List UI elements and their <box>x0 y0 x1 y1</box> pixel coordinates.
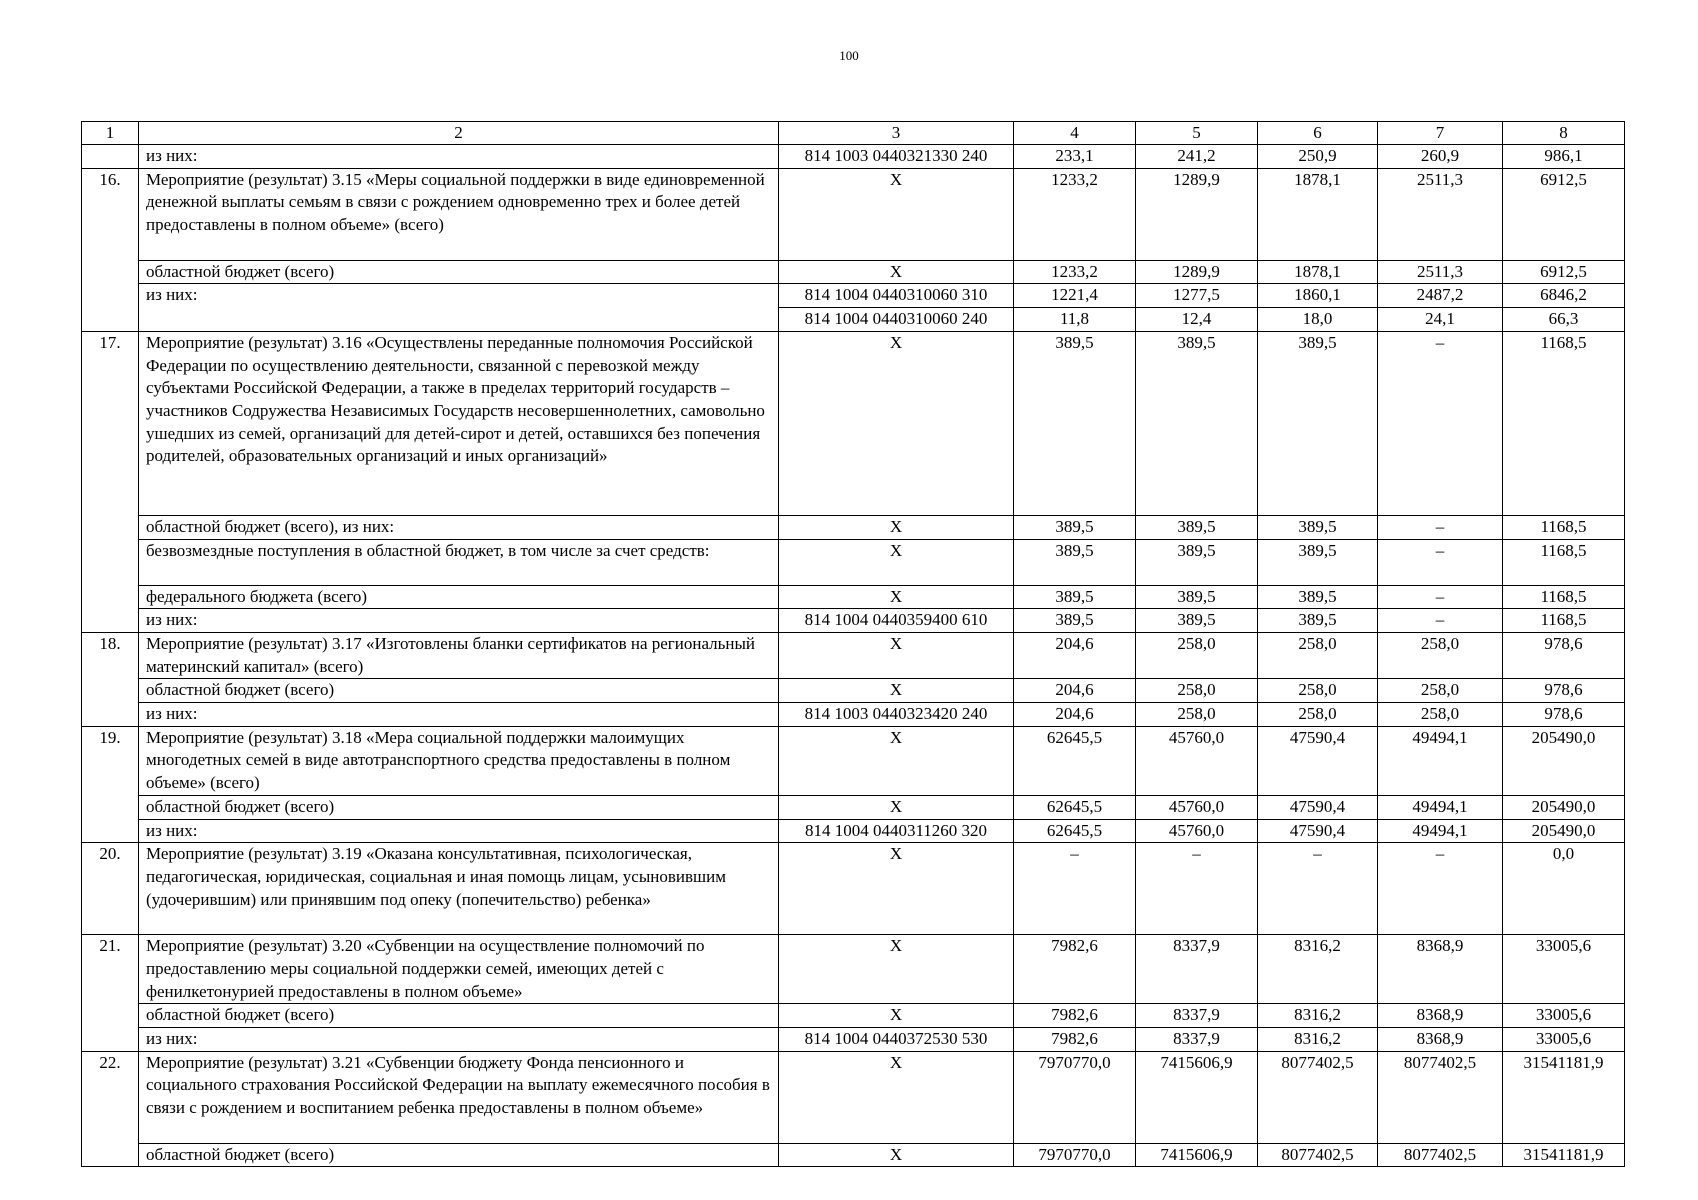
row-number-cell <box>82 145 139 169</box>
description-cell: Мероприятие (результат) 3.19 «Оказана консультативная, психологическая, педагогическая, юридическая, социальная и иная помощь лицам, усыновившим (удочерившим) или принявшим под опеку (попечительство) ребенка» <box>139 843 779 935</box>
value-cell: 258,0 <box>1258 632 1378 678</box>
value-cell: 258,0 <box>1136 703 1258 727</box>
value-cell: 1878,1 <box>1258 260 1378 284</box>
value-cell: 18,0 <box>1258 308 1378 332</box>
budget-table <box>81 121 1625 1167</box>
value-cell: 11,8 <box>1014 308 1136 332</box>
value-cell: 66,3 <box>1503 308 1625 332</box>
value-cell: 8337,9 <box>1136 1028 1258 1052</box>
value-cell: 204,6 <box>1014 679 1136 703</box>
budget-code-cell: 814 1004 0440310060 240 <box>779 308 1014 332</box>
value-cell: 8077402,5 <box>1258 1051 1378 1143</box>
value-cell: 233,1 <box>1014 145 1136 169</box>
value-cell: 7982,6 <box>1014 1004 1136 1028</box>
value-cell: – <box>1258 843 1378 935</box>
value-cell: 986,1 <box>1503 145 1625 169</box>
table-row <box>82 703 1625 727</box>
value-cell: 7970770,0 <box>1014 1051 1136 1143</box>
value-cell: 1233,2 <box>1014 168 1136 260</box>
value-cell: 204,6 <box>1014 632 1136 678</box>
description-cell: из них: <box>139 145 779 169</box>
value-cell: 47590,4 <box>1258 819 1378 843</box>
value-cell: 33005,6 <box>1503 935 1625 1004</box>
value-cell: 8316,2 <box>1258 1028 1378 1052</box>
value-cell: 62645,5 <box>1014 819 1136 843</box>
description-cell: из них: <box>139 1028 779 1052</box>
value-cell: 1860,1 <box>1258 284 1378 308</box>
value-cell: – <box>1378 585 1503 609</box>
budget-code-cell: 814 1003 0440323420 240 <box>779 703 1014 727</box>
table-row <box>82 1004 1625 1028</box>
table-row <box>82 260 1625 284</box>
value-cell: 1221,4 <box>1014 284 1136 308</box>
row-number-cell: 17. <box>82 331 139 632</box>
value-cell: 8368,9 <box>1378 1004 1503 1028</box>
value-cell: 45760,0 <box>1136 795 1258 819</box>
value-cell: – <box>1014 843 1136 935</box>
value-cell: 7415606,9 <box>1136 1143 1258 1167</box>
value-cell: 49494,1 <box>1378 726 1503 795</box>
description-cell: областной бюджет (всего) <box>139 1004 779 1028</box>
budget-code-cell: X <box>779 632 1014 678</box>
value-cell: 45760,0 <box>1136 819 1258 843</box>
value-cell: 389,5 <box>1136 515 1258 539</box>
value-cell: 6912,5 <box>1503 260 1625 284</box>
header-cell: 1 <box>82 122 139 145</box>
value-cell: 1878,1 <box>1258 168 1378 260</box>
value-cell: 8337,9 <box>1136 1004 1258 1028</box>
description-cell: областной бюджет (всего) <box>139 260 779 284</box>
table-row <box>82 284 1625 308</box>
value-cell: 8077402,5 <box>1258 1143 1378 1167</box>
value-cell: 1168,5 <box>1503 331 1625 515</box>
header-cell: 4 <box>1014 122 1136 145</box>
value-cell: 389,5 <box>1014 609 1136 633</box>
description-cell: областной бюджет (всего) <box>139 679 779 703</box>
description-cell: Мероприятие (результат) 3.20 «Субвенции на осуществление полномочий по предоставлению меры социальной поддержки семей, имеющих детей с фенилкетонурией предоставлены в полном объеме» <box>139 935 779 1004</box>
description-cell: Мероприятие (результат) 3.16 «Осуществлены переданные полномочия Российской Федерации по осуществлению деятельности, связанной с перевозкой между субъектами Российской Федерации, а также в пределах территорий государств – участников Содружества Независимых Государств несовершеннолетних, самовольно ушедших из семей, организаций для детей-сирот и детей, оставшихся без попечения родителей, образовательных организаций и иных организаций» <box>139 331 779 515</box>
value-cell: 389,5 <box>1258 609 1378 633</box>
table-header-row <box>82 122 1625 145</box>
table-row <box>82 168 1625 260</box>
table-row <box>82 331 1625 515</box>
budget-code-cell: X <box>779 1004 1014 1028</box>
budget-code-cell: X <box>779 935 1014 1004</box>
description-cell: Мероприятие (результат) 3.21 «Субвенции бюджету Фонда пенсионного и социального страхования Российской Федерации на выплату ежемесячного пособия в связи с рождением и воспитанием ребенка предоставлены в полном объеме» <box>139 1051 779 1143</box>
budget-code-cell: 814 1004 0440372530 530 <box>779 1028 1014 1052</box>
value-cell: 241,2 <box>1136 145 1258 169</box>
value-cell: 8337,9 <box>1136 935 1258 1004</box>
description-cell: областной бюджет (всего), из них: <box>139 515 779 539</box>
value-cell: 47590,4 <box>1258 795 1378 819</box>
value-cell: 389,5 <box>1258 331 1378 515</box>
budget-code-cell: X <box>779 168 1014 260</box>
description-cell: безвозмездные поступления в областной бюджет, в том числе за счет средств: <box>139 539 779 585</box>
value-cell: 258,0 <box>1378 703 1503 727</box>
value-cell: 205490,0 <box>1503 819 1625 843</box>
value-cell: 1289,9 <box>1136 260 1258 284</box>
value-cell: 1168,5 <box>1503 539 1625 585</box>
budget-code-cell: X <box>779 679 1014 703</box>
value-cell: 389,5 <box>1014 331 1136 515</box>
value-cell: 31541181,9 <box>1503 1143 1625 1167</box>
value-cell: 204,6 <box>1014 703 1136 727</box>
value-cell: 258,0 <box>1136 679 1258 703</box>
value-cell: 1233,2 <box>1014 260 1136 284</box>
value-cell: 978,6 <box>1503 632 1625 678</box>
value-cell: 250,9 <box>1258 145 1378 169</box>
budget-code-cell: X <box>779 585 1014 609</box>
value-cell: 1168,5 <box>1503 585 1625 609</box>
description-cell: федерального бюджета (всего) <box>139 585 779 609</box>
budget-code-cell: X <box>779 331 1014 515</box>
value-cell: 7982,6 <box>1014 935 1136 1004</box>
value-cell: 8368,9 <box>1378 1028 1503 1052</box>
budget-code-cell: X <box>779 795 1014 819</box>
value-cell: 389,5 <box>1136 585 1258 609</box>
description-cell: Мероприятие (результат) 3.18 «Мера социальной поддержки малоимущих многодетных семей в виде автотранспортного средства предоставлены в полном объеме» (всего) <box>139 726 779 795</box>
row-number-cell: 18. <box>82 632 139 726</box>
budget-code-cell: 814 1003 0440321330 240 <box>779 145 1014 169</box>
value-cell: 978,6 <box>1503 679 1625 703</box>
value-cell: 389,5 <box>1258 585 1378 609</box>
budget-code-cell: X <box>779 726 1014 795</box>
value-cell: 389,5 <box>1136 539 1258 585</box>
value-cell: 8316,2 <box>1258 1004 1378 1028</box>
value-cell: 31541181,9 <box>1503 1051 1625 1143</box>
value-cell: 258,0 <box>1258 703 1378 727</box>
value-cell: 205490,0 <box>1503 726 1625 795</box>
value-cell: 258,0 <box>1378 632 1503 678</box>
value-cell: 1289,9 <box>1136 168 1258 260</box>
value-cell: 389,5 <box>1136 331 1258 515</box>
value-cell: 389,5 <box>1014 585 1136 609</box>
table-row <box>82 726 1625 795</box>
table-row <box>82 515 1625 539</box>
table-row <box>82 935 1625 1004</box>
value-cell: 8077402,5 <box>1378 1143 1503 1167</box>
value-cell: – <box>1378 515 1503 539</box>
header-cell: 3 <box>779 122 1014 145</box>
value-cell: 7970770,0 <box>1014 1143 1136 1167</box>
value-cell: 389,5 <box>1136 609 1258 633</box>
description-cell: Мероприятие (результат) 3.15 «Меры социальной поддержки в виде единовременной денежной выплаты семьям в связи с рождением одновременно трех и более детей предоставлены в полном объеме» (всего) <box>139 168 779 260</box>
budget-code-cell: 814 1004 0440311260 320 <box>779 819 1014 843</box>
description-cell: из них: <box>139 284 779 331</box>
table-row <box>82 145 1625 169</box>
description-cell: Мероприятие (результат) 3.17 «Изготовлены бланки сертификатов на региональный материнский капитал» (всего) <box>139 632 779 678</box>
value-cell: 258,0 <box>1378 679 1503 703</box>
value-cell: 62645,5 <box>1014 726 1136 795</box>
value-cell: 49494,1 <box>1378 819 1503 843</box>
header-cell: 7 <box>1378 122 1503 145</box>
table-row <box>82 632 1625 678</box>
value-cell: 1168,5 <box>1503 515 1625 539</box>
value-cell: 7982,6 <box>1014 1028 1136 1052</box>
value-cell: 0,0 <box>1503 843 1625 935</box>
description-cell: областной бюджет (всего) <box>139 795 779 819</box>
value-cell: 978,6 <box>1503 703 1625 727</box>
value-cell: 1168,5 <box>1503 609 1625 633</box>
value-cell: 62645,5 <box>1014 795 1136 819</box>
table-row <box>82 1143 1625 1167</box>
value-cell: 8316,2 <box>1258 935 1378 1004</box>
row-number-cell: 21. <box>82 935 139 1052</box>
budget-code-cell: 814 1004 0440359400 610 <box>779 609 1014 633</box>
table-row <box>82 1028 1625 1052</box>
row-number-cell: 16. <box>82 168 139 331</box>
description-cell: из них: <box>139 609 779 633</box>
value-cell: 8368,9 <box>1378 935 1503 1004</box>
value-cell: – <box>1378 331 1503 515</box>
table-row <box>82 795 1625 819</box>
budget-code-cell: X <box>779 515 1014 539</box>
budget-code-cell: X <box>779 1143 1014 1167</box>
value-cell: 1277,5 <box>1136 284 1258 308</box>
table-row <box>82 585 1625 609</box>
table-row <box>82 539 1625 585</box>
value-cell: 260,9 <box>1378 145 1503 169</box>
description-cell: из них: <box>139 819 779 843</box>
value-cell: 2511,3 <box>1378 260 1503 284</box>
table-row <box>82 679 1625 703</box>
value-cell: 389,5 <box>1258 515 1378 539</box>
value-cell: – <box>1378 843 1503 935</box>
value-cell: 24,1 <box>1378 308 1503 332</box>
value-cell: 45760,0 <box>1136 726 1258 795</box>
value-cell: 258,0 <box>1136 632 1258 678</box>
value-cell: 33005,6 <box>1503 1004 1625 1028</box>
row-number-cell: 22. <box>82 1051 139 1167</box>
value-cell: 47590,4 <box>1258 726 1378 795</box>
table-row <box>82 609 1625 633</box>
description-cell: из них: <box>139 703 779 727</box>
table-row <box>82 819 1625 843</box>
value-cell: 6912,5 <box>1503 168 1625 260</box>
row-number-cell: 20. <box>82 843 139 935</box>
value-cell: 33005,6 <box>1503 1028 1625 1052</box>
description-cell: областной бюджет (всего) <box>139 1143 779 1167</box>
value-cell: 258,0 <box>1258 679 1378 703</box>
header-cell: 5 <box>1136 122 1258 145</box>
value-cell: 389,5 <box>1014 515 1136 539</box>
header-cell: 2 <box>139 122 779 145</box>
value-cell: 8077402,5 <box>1378 1051 1503 1143</box>
value-cell: – <box>1136 843 1258 935</box>
budget-code-cell: X <box>779 843 1014 935</box>
budget-code-cell: X <box>779 260 1014 284</box>
budget-code-cell: X <box>779 539 1014 585</box>
value-cell: 389,5 <box>1258 539 1378 585</box>
value-cell: 7415606,9 <box>1136 1051 1258 1143</box>
value-cell: 2511,3 <box>1378 168 1503 260</box>
row-number-cell: 19. <box>82 726 139 843</box>
value-cell: 205490,0 <box>1503 795 1625 819</box>
table-row <box>82 843 1625 935</box>
value-cell: – <box>1378 539 1503 585</box>
budget-code-cell: 814 1004 0440310060 310 <box>779 284 1014 308</box>
value-cell: 389,5 <box>1014 539 1136 585</box>
table-row <box>82 1051 1625 1143</box>
page-number: 100 <box>839 48 859 63</box>
header-cell: 6 <box>1258 122 1378 145</box>
budget-code-cell: X <box>779 1051 1014 1143</box>
value-cell: 12,4 <box>1136 308 1258 332</box>
value-cell: – <box>1378 609 1503 633</box>
value-cell: 6846,2 <box>1503 284 1625 308</box>
header-cell: 8 <box>1503 122 1625 145</box>
value-cell: 49494,1 <box>1378 795 1503 819</box>
value-cell: 2487,2 <box>1378 284 1503 308</box>
